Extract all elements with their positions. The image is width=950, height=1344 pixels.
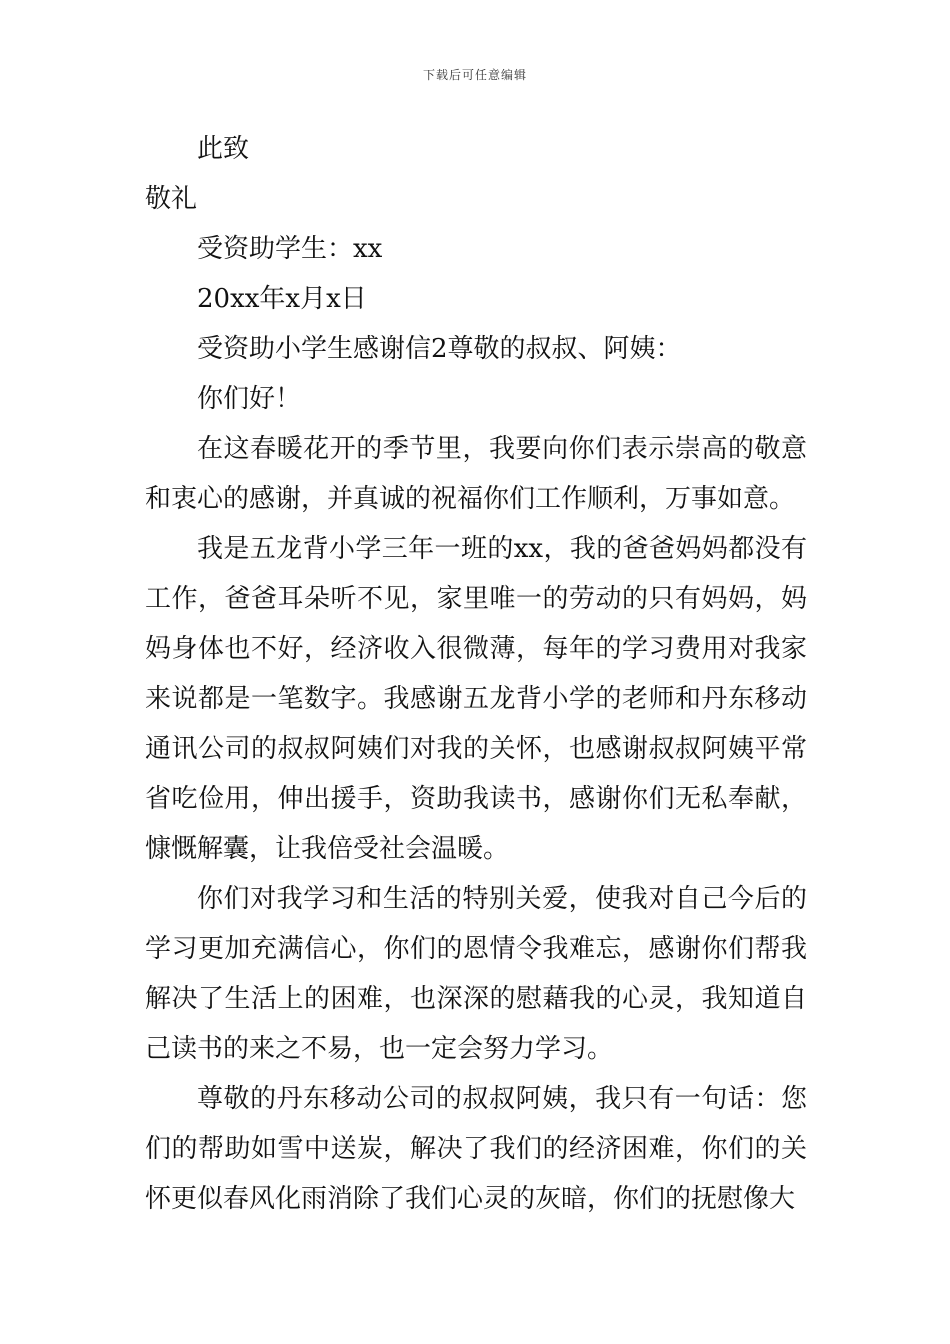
paragraph-1: 在这春暖花开的季节里，我要向你们表示崇高的敬意和衷心的感谢，并真诚的祝福你们工作顺利，万事如意。: [145, 434, 807, 514]
letter-title-line: 受资助小学生感谢信2尊敬的叔叔、阿姨：: [197, 334, 682, 364]
signature-line: 受资助学生：xx: [197, 234, 383, 264]
page-header-note: 下载后可任意编辑: [422, 68, 527, 82]
paragraph-3: 你们对我学习和生活的特别关爱，使我对自己今后的学习更加充满信心，你们的恩情令我难忘，感谢你们帮我解决了生活上的困难，也深深的慰藉我的心灵，我知道自己读书的来之不易，也一定会努力学习。: [145, 884, 807, 1064]
closing-line-2: 敬礼: [145, 184, 198, 214]
date-line: 20xx年x月x日: [197, 284, 367, 314]
paragraph-4: 尊敬的丹东移动公司的叔叔阿姨，我只有一句话：您们的帮助如雪中送炭，解决了我们的经济困难，你们的关怀更似春风化雨消除了我们心灵的灰暗，你们的抚慰像大: [145, 1084, 807, 1214]
paragraph-2: 我是五龙背小学三年一班的xx，我的爸爸妈妈都没有工作，爸爸耳朵听不见，家里唯一的劳动的只有妈妈，妈妈身体也不好，经济收入很微薄，每年的学习费用对我家来说都是一笔数字。我感谢五龙背小学的老师和丹东移动通讯公司的叔叔阿姨们对我的关怀，也感谢叔叔阿姨平常省吃俭用，伸出援手，资助我读书，感谢你们无私奉献，慷慨解囊，让我倍受社会温暖。: [145, 534, 807, 864]
closing-line-1: 此致: [197, 134, 250, 164]
letter-body: [145, 124, 807, 1224]
greeting-line: 你们好！: [197, 384, 302, 414]
